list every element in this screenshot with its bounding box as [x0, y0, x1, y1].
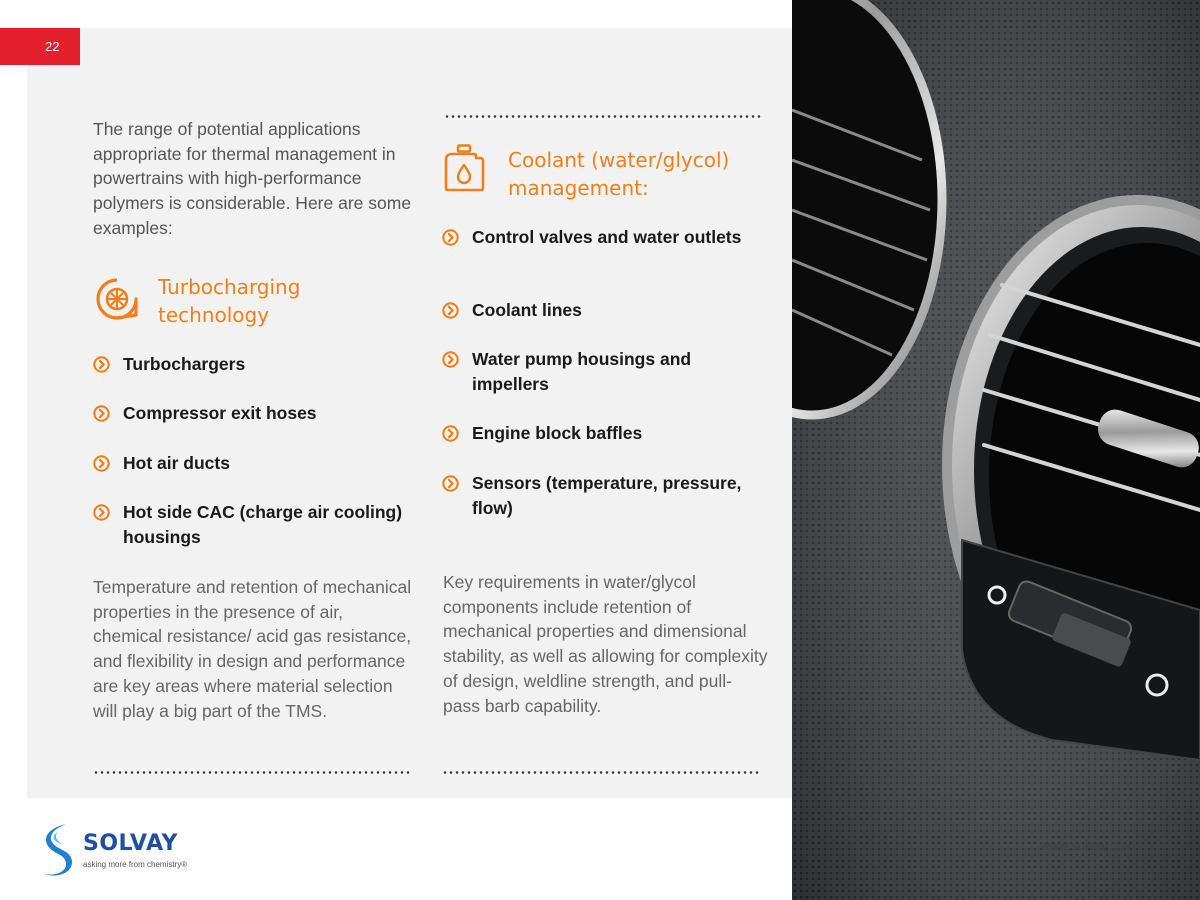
chevron-right-icon [93, 405, 110, 422]
turbocharging-paragraph: Temperature and retention of mechanical properties in the presence of air, chemical resistance/ acid gas resistance, and flexibility in design and performance are key areas where material selection will play a big part of the TMS. [93, 577, 412, 721]
list-item-label: Coolant lines [472, 300, 582, 320]
chevron-right-icon [442, 302, 459, 319]
list-item-label: Compressor exit hoses [123, 403, 317, 423]
chevron-right-icon [93, 356, 110, 373]
chevron-right-icon [442, 229, 459, 246]
list-item-label: Engine block baffles [472, 423, 643, 443]
turbocharging-heading-line1: Turbocharging [158, 275, 301, 299]
list-item-label: Sensors (temperature, pressure, flow) [472, 473, 742, 518]
brand-name: SOLVAY [83, 831, 178, 856]
list-item-label: Water pump housings and impellers [472, 349, 692, 394]
list-item [442, 471, 772, 520]
list-item [93, 451, 423, 476]
brand-tagline: asking more from chemistry® [83, 860, 188, 869]
website-url[interactable]: www.solvay.com [1040, 838, 1136, 853]
list-item [442, 347, 772, 396]
dotted-divider [442, 770, 760, 775]
chevron-right-icon [442, 351, 459, 368]
chevron-right-icon [442, 475, 459, 492]
turbocharger-icon [93, 277, 143, 327]
list-item [442, 225, 772, 250]
air-vent-photo [792, 0, 1200, 900]
coolant-paragraph: Key requirements in water/glycol components include retention of mechanical properties and dimensional stability, as well as allowing for complexity of design, weldline strength, and pull-pass barb capability. [443, 572, 768, 716]
solvay-logo [36, 822, 236, 882]
list-item-label: Turbochargers [123, 354, 246, 374]
solvay-swirl-icon [36, 822, 80, 878]
air-vent-illustration [792, 0, 1200, 900]
coolant-heading-line1: Coolant (water/glycol) [508, 148, 730, 172]
turbocharging-heading-line2: technology [158, 303, 270, 327]
chevron-right-icon [93, 504, 110, 521]
chevron-right-icon [442, 425, 459, 442]
dotted-divider [93, 770, 411, 775]
list-item [93, 352, 423, 377]
list-item [442, 298, 772, 323]
coolant-heading-line2: management: [508, 176, 649, 200]
coolant-heading [508, 146, 729, 202]
coolant-bottle-icon [444, 144, 486, 197]
list-item-label: Control valves and water outlets [472, 227, 742, 247]
page-number: 22 [0, 28, 80, 65]
dotted-divider [444, 114, 762, 119]
list-item-label: Hot side CAC (charge air cooling) housings [123, 502, 403, 547]
intro-paragraph: The range of potential applications appropriate for thermal management in powertrains with high-performance polymers is considerable. Here are some examples: [93, 119, 412, 238]
list-item-label: Hot air ducts [123, 453, 230, 473]
list-item [93, 401, 423, 426]
chevron-right-icon [93, 455, 110, 472]
list-item [93, 500, 423, 549]
list-item [442, 421, 772, 446]
turbocharging-heading [158, 273, 300, 329]
